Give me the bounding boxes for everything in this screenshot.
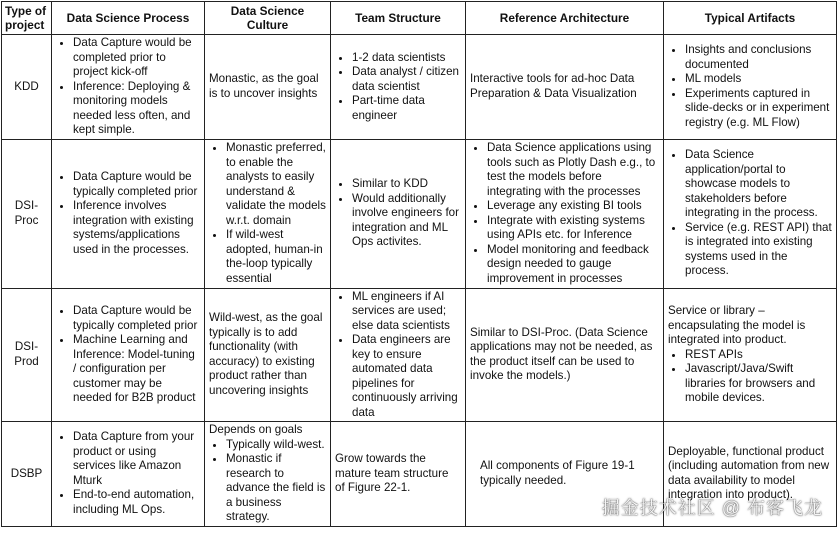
- header-culture: Data Science Culture: [205, 2, 331, 35]
- project-type-cell: KDD: [2, 35, 52, 140]
- cell-lead-text: Service or library – encapsulating the model is integrated into product.: [668, 304, 806, 346]
- architecture-cell: [466, 422, 664, 527]
- list-item: • Machine Learning and Inference: Model-tuning / configuration per customer may be needed for B2B product: [73, 333, 200, 406]
- list-item: • Monastic if research to advance the field is a business strategy.: [226, 452, 326, 525]
- list-item: • Leverage any existing BI tools: [487, 199, 659, 214]
- list-item: • End-to-end automation, including ML Ops.: [73, 488, 200, 517]
- list-item: • Insights and conclusions documented: [685, 43, 832, 72]
- culture-cell: [205, 288, 331, 422]
- artifacts-cell: [664, 35, 837, 140]
- list-item: • ML models: [685, 72, 832, 87]
- header-architecture: Reference Architecture: [466, 2, 664, 35]
- project-type-cell: DSI-Proc: [2, 139, 52, 288]
- cell-text: All components of Figure 19-1 typically needed.: [480, 459, 635, 487]
- list-item: • Data Capture from your product or using services like Amazon Mturk: [73, 430, 200, 488]
- project-type-cell: DSI-Prod: [2, 288, 52, 422]
- cell-text: Deployable, functional product (including automation from new data availability to model integration into product).: [668, 444, 830, 502]
- process-cell: [52, 139, 205, 288]
- architecture-cell: [466, 139, 664, 288]
- list-item: • Data Science application/portal to showcase models to stakeholders before integrating in the process.: [685, 148, 832, 221]
- process-cell: [52, 35, 205, 140]
- header-type: Type of project: [2, 2, 52, 35]
- list-item: • Model monitoring and feedback design needed to gauge improvement in processes: [487, 243, 659, 287]
- list-item: • Data Capture would be typically completed prior: [73, 170, 200, 199]
- list-item: • Part-time data engineer: [352, 94, 461, 123]
- watermark: 掘金技术社区 @ 布客飞龙: [601, 498, 823, 518]
- artifacts-cell: [664, 422, 837, 527]
- list-item: • Data Capture would be completed prior to project kick-off: [73, 36, 200, 80]
- header-artifacts: Typical Artifacts: [664, 2, 837, 35]
- list-item: • Inference: Deploying & monitoring models needed less often, and kept simple.: [73, 80, 200, 138]
- process-cell: [52, 422, 205, 527]
- cell-text: Grow towards the mature team structure of Figure 22-1.: [335, 452, 449, 494]
- list-item: • Experiments captured in slide-decks or in experiment registry (e.g. ML Flow): [685, 87, 832, 131]
- artifacts-cell: [664, 139, 837, 288]
- list-item: • Would additionally involve engineers for integration and ML Ops activites.: [352, 192, 461, 250]
- table-row-dsi-proc: [2, 139, 837, 288]
- culture-cell: [205, 139, 331, 288]
- table-row-kdd: [2, 35, 837, 140]
- architecture-cell: [466, 35, 664, 140]
- header-process: Data Science Process: [52, 2, 205, 35]
- team-cell: [331, 422, 466, 527]
- team-cell: [331, 35, 466, 140]
- cell-text: Wild-west, as the goal typically is to add functionality (with accuracy) to existing product rather than uncovering insights: [209, 311, 323, 397]
- list-item: • Similar to KDD: [352, 177, 461, 192]
- list-item: • ML engineers if AI services are used; else data scientists: [352, 290, 461, 334]
- list-item: • Service (e.g. REST API) that is integrated into existing systems used in the process.: [685, 221, 832, 279]
- list-item: • Data Science applications using tools such as Plotly Dash e.g., to test the models before integrating with the processes: [487, 141, 659, 199]
- list-item: • REST APIs: [685, 348, 832, 363]
- list-item: • Typically wild-west.: [226, 438, 326, 453]
- list-item: • Monastic preferred, to enable the analysts to easily understand & validate the models w.r.t. domain: [226, 141, 326, 228]
- table-row-dsi-prod: [2, 288, 837, 422]
- list-item: • Data analyst / citizen data scientist: [352, 65, 461, 94]
- team-cell: [331, 139, 466, 288]
- list-item: • 1-2 data scientists: [352, 51, 461, 66]
- header-team: Team Structure: [331, 2, 466, 35]
- list-item: • Data Capture would be typically completed prior: [73, 304, 200, 333]
- list-item: • Javascript/Java/Swift libraries for browsers and mobile devices.: [685, 362, 832, 406]
- artifacts-cell: [664, 288, 837, 422]
- culture-cell: [205, 422, 331, 527]
- cell-lead-text: Depends on goals: [209, 423, 303, 436]
- cell-text: Monastic, as the goal is to uncover insights: [209, 72, 319, 100]
- cell-text: Interactive tools for ad-hoc Data Preparation & Data Visualization: [470, 72, 637, 100]
- project-type-cell: DSBP: [2, 422, 52, 527]
- table-row-dsbp: [2, 422, 837, 527]
- process-cell: [52, 288, 205, 422]
- header-row: [2, 2, 837, 35]
- list-item: • Integrate with existing systems using APIs etc. for Inference: [487, 214, 659, 243]
- list-item: • Data engineers are key to ensure automated data pipelines for continuously arriving data: [352, 333, 461, 420]
- architecture-cell: [466, 288, 664, 422]
- list-item: • If wild-west adopted, human-in the-loop typically essential: [226, 228, 326, 286]
- team-cell: [331, 288, 466, 422]
- project-types-table: [1, 1, 837, 527]
- list-item: • Inference involves integration with existing systems/applications used in the processes.: [73, 199, 200, 257]
- culture-cell: [205, 35, 331, 140]
- cell-text: Similar to DSI-Proc. (Data Science applications may not be needed, as the product itself can be used to invoke the models.): [470, 325, 653, 383]
